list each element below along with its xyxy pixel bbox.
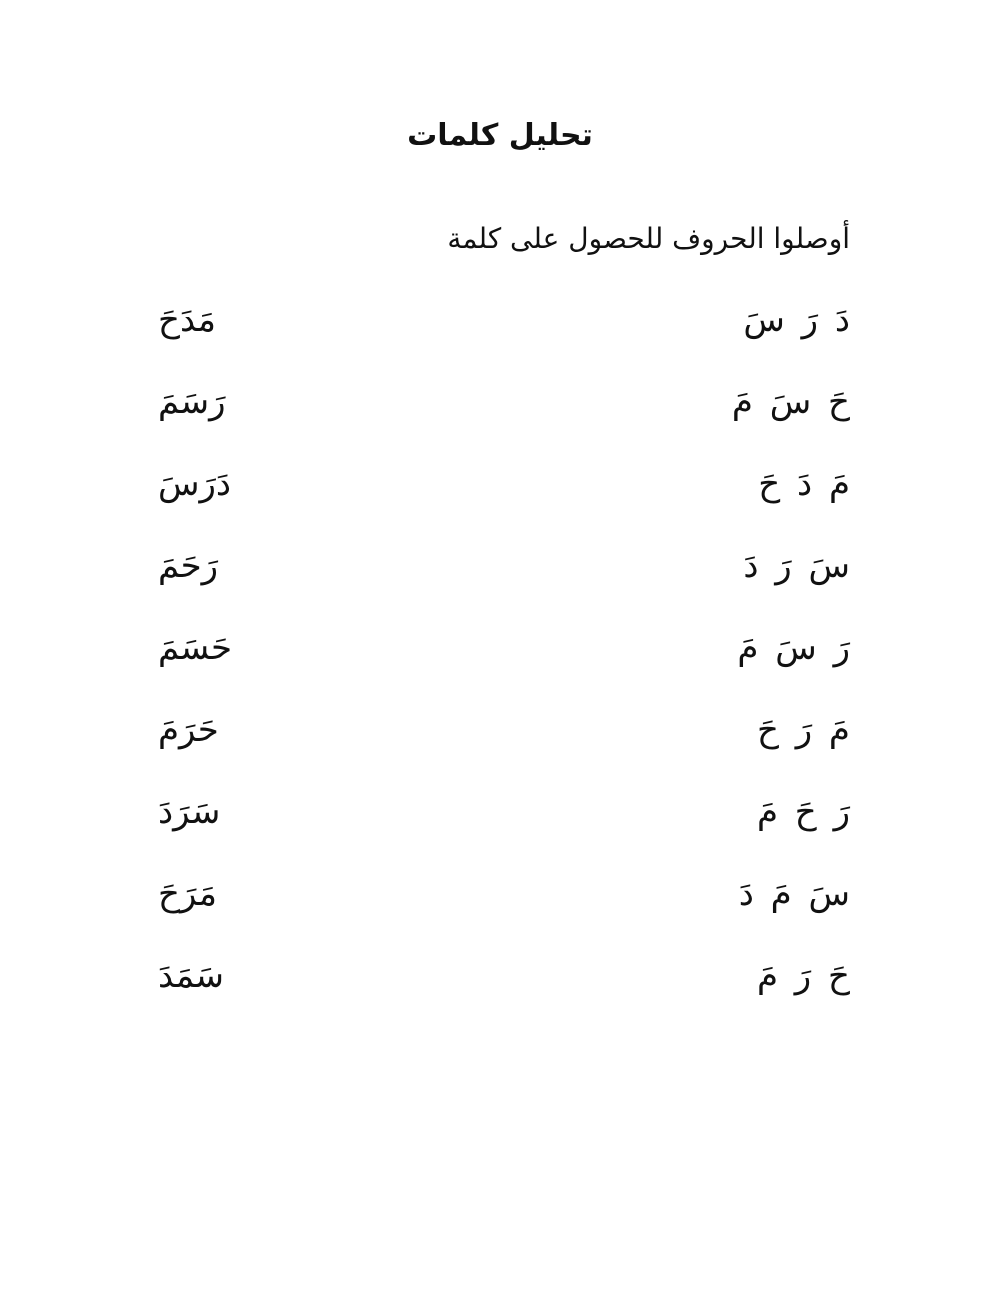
matching-row-4	[150, 546, 850, 628]
instruction-text: أوصلوا الحروف للحصول على كلمة	[447, 222, 850, 255]
matching-list	[150, 300, 850, 1038]
matching-row-5	[150, 628, 850, 710]
matching-row-8	[150, 874, 850, 956]
letters-item[interactable]: حَ سَ مَ	[731, 382, 850, 422]
matching-row-1	[150, 300, 850, 382]
matching-row-9	[150, 956, 850, 1038]
letters-item[interactable]: سَ مَ دَ	[738, 874, 850, 914]
matching-row-7	[150, 792, 850, 874]
page-title: تحليل كلمات	[407, 118, 593, 153]
word-item[interactable]: سَمَدَ	[158, 956, 224, 996]
letters-item[interactable]: سَ رَ دَ	[743, 546, 850, 586]
letters-item[interactable]: رَ سَ مَ	[737, 628, 850, 668]
letters-item[interactable]: حَ رَ مَ	[756, 956, 850, 996]
letters-item[interactable]: دَ رَ سَ	[743, 300, 850, 340]
word-item[interactable]: دَرَسَ	[158, 464, 232, 504]
word-item[interactable]: سَرَدَ	[158, 792, 221, 832]
letters-item[interactable]: مَ رَ حَ	[756, 710, 850, 750]
matching-row-2	[150, 382, 850, 464]
letters-item[interactable]: مَ دَ حَ	[758, 464, 850, 504]
word-item[interactable]: رَسَمَ	[158, 382, 226, 422]
word-item[interactable]: حَسَمَ	[158, 628, 232, 668]
word-item[interactable]: حَرَمَ	[158, 710, 219, 750]
letters-item[interactable]: رَ حَ مَ	[756, 792, 850, 832]
word-item[interactable]: مَدَحَ	[158, 300, 217, 340]
matching-row-6	[150, 710, 850, 792]
word-item[interactable]: مَرَحَ	[158, 874, 217, 914]
word-item[interactable]: رَحَمَ	[158, 546, 219, 586]
matching-row-3	[150, 464, 850, 546]
